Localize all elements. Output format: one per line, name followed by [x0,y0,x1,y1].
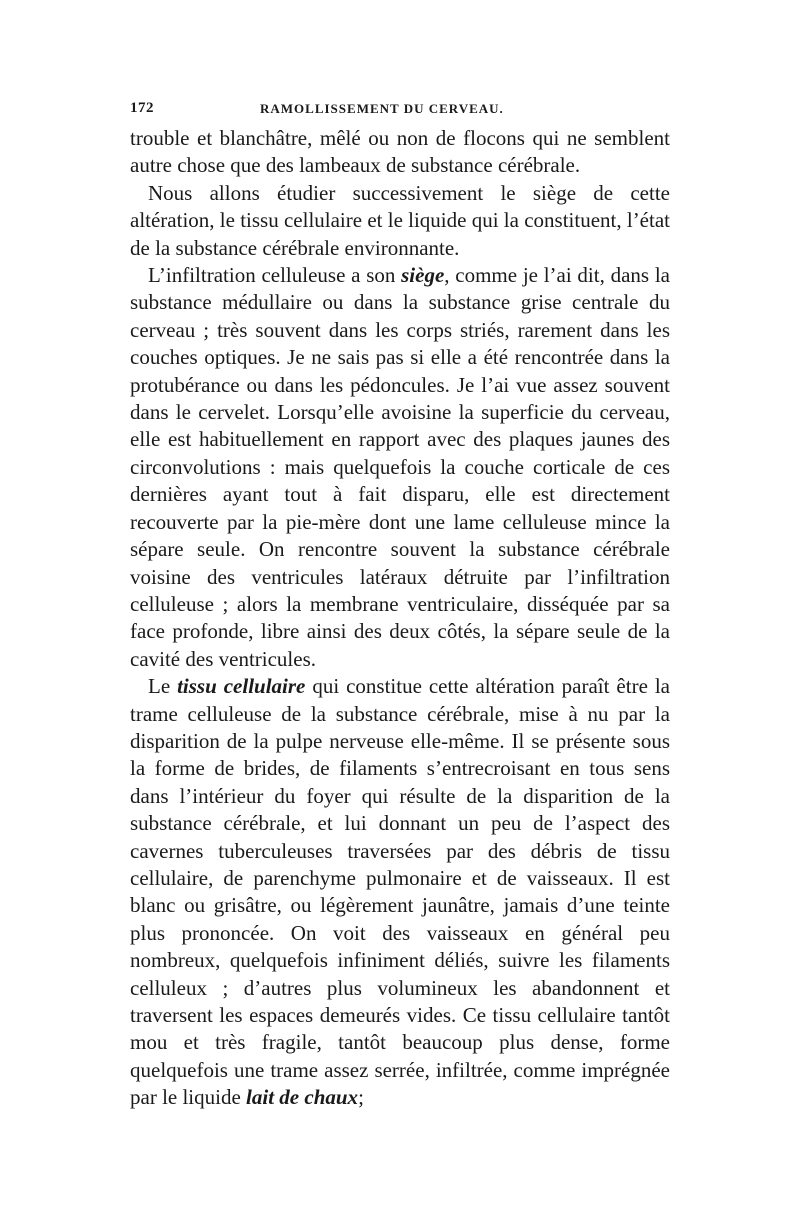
paragraph-text-end: ; [358,1085,364,1110]
paragraph-text-after: qui constitue cette altération paraît être la trame celluleuse de la substance cérébrale, mise à nu par la disparition de la pulpe nerveuse elle-même. Il se présente sous la forme de brides, de filaments s’entrecroisant en tous sens dans l’intérieur du foyer qui résulte de la disparition de la substance cérébrale, et lui donnant un peu de l’aspect des cavernes tuberculeuses traversées par des débris de tissu cellulaire, de parenchyme pulmonaire et de vaisseaux. Il est blanc ou grisâtre, ou légèrement jaunâtre, jamais d’une teinte plus prononcée. On voit des vaisseaux en général peu nombreux, quelquefois infiniment déliés, suivre les filaments celluleux ; d’autres plus volumineux les abandonnent et traversent les espaces demeurés vides. Ce tissu cellulaire tantôt mou et très fragile, tantôt beaucoup plus dense, forme quelquefois une trame assez serrée, infiltrée, comme imprégnée par le liquide [130,674,670,1110]
paragraph-text-before: L’infiltration celluleuse a son [148,263,402,288]
paragraph-text-before: Le [148,674,178,699]
emphasis-term-2: lait de chaux [246,1085,359,1110]
paragraph-1 [130,125,670,180]
emphasis-term: tissu cellulaire [177,674,306,699]
body-text [130,125,670,1112]
paragraph-3 [130,262,670,673]
paragraph-text: Nous allons étudier successivement le siège de cette altération, le tissu cellulaire et le liquide qui la constituent, l’état de la substance cérébrale environnante. [130,180,670,260]
page-number: 172 [130,100,154,116]
emphasis-term: siège [401,263,445,288]
paragraph-2 [130,180,670,262]
page-header [130,100,670,122]
paragraph-4 [130,673,670,1112]
paragraph-text-after: , comme je l’ai dit, dans la substance médullaire ou dans la substance grise centrale du cerveau ; très souvent dans les corps striés, rarement dans les couches optiques. Je ne sais pas si elle a été rencontrée dans la protubérance ou dans les pédoncules. Je l’ai vue assez souvent dans le cervelet. Lorsqu’elle avoisine la superficie du cerveau, elle est habituellement en rapport avec des plaques jaunes des circonvolutions : mais quelquefois la couche corticale de ces dernières ayant tout à fait disparu, elle est directement recouverte par la pie-mère dont une lame celluleuse mince la sépare seule. On rencontre souvent la substance cérébrale voisine des ventricules latéraux détruite par l’infiltration celluleuse ; alors la membrane ventriculaire, disséquée par sa face profonde, libre ainsi des deux côtés, la sépare seule de la cavité des ventricules. [130,263,670,671]
paragraph-text: trouble et blanchâtre, mêlé ou non de flocons qui ne semblent autre chose que des lambeaux de substance cérébrale. [130,126,670,178]
running-title: RAMOLLISSEMENT DU CERVEAU. [260,101,504,116]
